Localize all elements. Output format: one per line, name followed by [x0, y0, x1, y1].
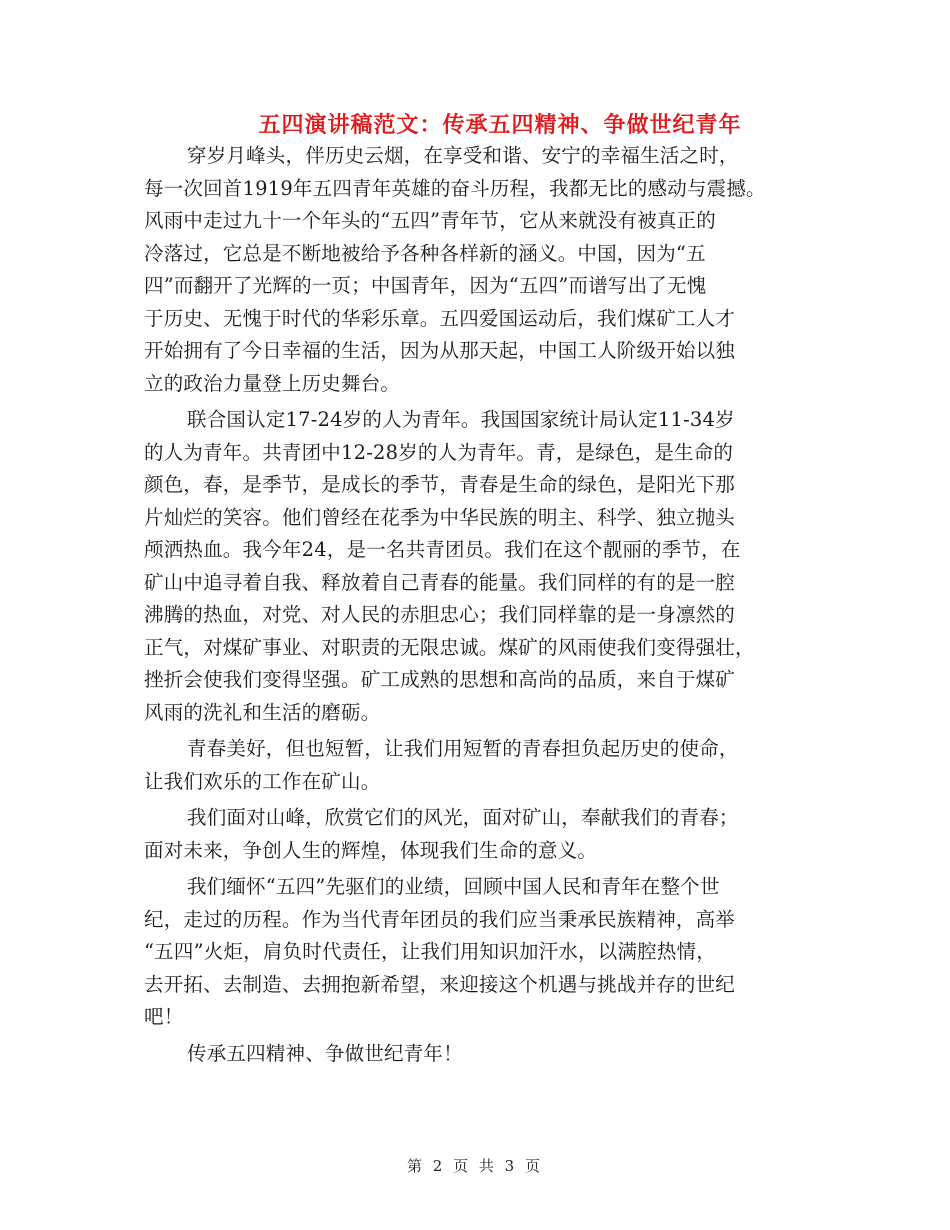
paragraph — [144, 404, 809, 729]
text-line: 正气，对煤矿事业、对职责的无限忠诚。煤矿的风雨使我们变得强壮， — [144, 635, 755, 659]
text-line: 的人为青年。共青团中12-28岁的人为青年。青，是绿色，是生命的 — [144, 440, 734, 464]
text-line: 四”而翻开了光辉的一页；中国青年，因为“五四”而谱写出了无愧 — [144, 274, 707, 297]
text-line: 面对未来，争创人生的辉煌，体现我们生命的意义。 — [144, 838, 598, 862]
text-line: 挫折会使我们变得坚强。矿工成熟的思想和高尚的品质，来自于煤矿 — [144, 668, 736, 691]
text-line: 我们面对山峰，欣赏它们的风光，面对矿山，奉献我们的青春； — [187, 806, 739, 829]
text-line: 青春美好，但也短暂，让我们用短暂的青春担负起历史的使命， — [187, 737, 739, 760]
paragraph — [144, 1038, 809, 1071]
text-line: 穿岁月峰头，伴历史云烟，在享受和谐、安宁的幸福生活之时， — [187, 144, 739, 167]
text-line: 去开拓、去制造、去拥抱新希望，来迎接这个机遇与挑战并存的世纪 — [144, 972, 736, 996]
text-line: 开始拥有了今日幸福的生活，因为从那天起，中国工人阶级开始以独 — [144, 339, 736, 362]
text-line: 风雨的洗礼和生活的磨砺。 — [144, 700, 381, 724]
text-line: 每一次回首1919年五四青年英雄的奋斗历程，我都无比的感动与震撼。 — [144, 176, 766, 200]
page-footer: 第 2 页 共 3 页 — [407, 1157, 543, 1175]
text-line: 吧！ — [144, 1005, 184, 1028]
text-line: 联合国认定17-24岁的人为青年。我国国家统计局认定11-34岁 — [187, 408, 735, 431]
text-line: 沸腾的热血，对党、对人民的赤胆忠心；我们同样靠的是一身凛然的 — [144, 603, 736, 626]
document-body — [144, 140, 809, 1070]
text-line: 颜色，春，是季节，是成长的季节，青春是生命的绿色，是阳光下那 — [144, 473, 736, 496]
text-line: 传承五四精神、争做世纪青年！ — [187, 1041, 463, 1065]
text-line: 矿山中追寻着自我、释放着自己青春的能量。我们同样的有的是一腔 — [144, 570, 736, 594]
text-line: 立的政治力量登上历史舞台。 — [144, 371, 401, 395]
text-line: 让我们欢乐的工作在矿山。 — [144, 769, 381, 793]
text-line: 我们缅怀“五四”先驱们的业绩，回顾中国人民和青年在整个世 — [187, 875, 720, 898]
paragraph — [144, 871, 809, 1034]
paragraph — [144, 140, 809, 400]
paragraph — [144, 733, 809, 798]
text-line: 冷落过，它总是不断地被给予各种各样新的涵义。中国，因为“五 — [144, 241, 706, 265]
text-line: 片灿烂的笑容。他们曾经在花季为中华民族的明主、科学、独立抛头 — [144, 505, 736, 529]
text-line: 颅洒热血。我今年24，是一名共青团员。我们在这个靓丽的季节，在 — [144, 538, 741, 561]
document-title: 五四演讲稿范文：传承五四精神、争做世纪青年 — [258, 112, 742, 138]
text-line: 于历史、无愧于时代的华彩乐章。五四爱国运动后，我们煤矿工人才 — [144, 306, 736, 330]
text-line: 风雨中走过九十一个年头的“五四”青年节，它从来就没有被真正的 — [144, 209, 716, 232]
text-line: “五四”火炬，肩负时代责任，让我们用知识加汗水，以满腔热情， — [144, 940, 716, 963]
paragraph — [144, 802, 809, 867]
text-line: 纪，走过的历程。作为当代青年团员的我们应当秉承民族精神，高举 — [144, 907, 736, 931]
